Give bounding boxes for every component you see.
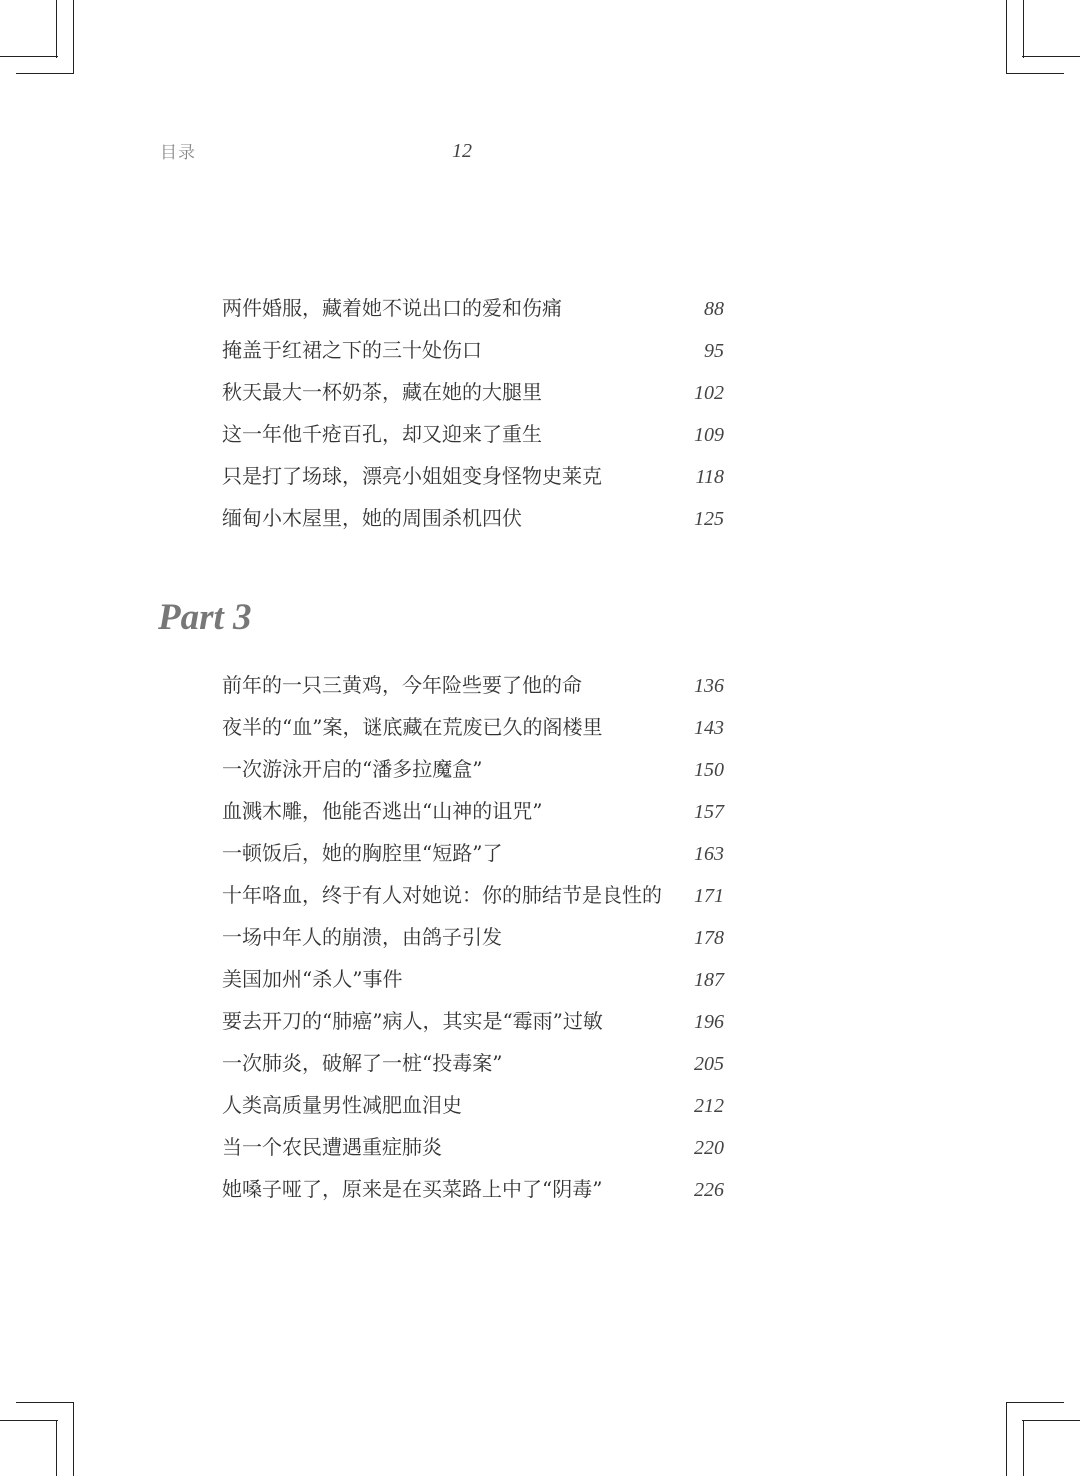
toc-entry[interactable]: [222, 713, 724, 755]
toc-entry-title: 要去开刀的“肺癌”病人，其实是“霉雨”过敏: [222, 1009, 603, 1033]
toc-entry-page: 136: [694, 675, 724, 697]
toc-entry-page: 143: [694, 717, 724, 739]
toc-entry-page: 102: [694, 382, 724, 404]
toc-entry-title: 这一年他千疮百孔，却又迎来了重生: [222, 422, 542, 446]
toc-entry[interactable]: [222, 1007, 724, 1049]
toc-list-part3: [222, 671, 724, 1217]
toc-entry[interactable]: [222, 504, 724, 546]
toc-entry[interactable]: [222, 378, 724, 420]
toc-entry-page: 118: [695, 466, 724, 488]
toc-entry-title: 一次肺炎，破解了一桩“投毒案”: [222, 1051, 503, 1075]
toc-entry-page: 205: [694, 1053, 724, 1075]
toc-entry-page: 178: [694, 927, 724, 949]
toc-entry-page: 88: [704, 298, 724, 320]
toc-entry-title: 前年的一只三黄鸡，今年险些要了他的命: [222, 673, 582, 697]
toc-entry-title: 夜半的“血”案，谜底藏在荒废已久的阁楼里: [222, 715, 603, 739]
toc-entry[interactable]: [222, 1091, 724, 1133]
toc-entry-page: 150: [694, 759, 724, 781]
part-heading: Part 3: [158, 597, 252, 638]
toc-entry[interactable]: [222, 671, 724, 713]
toc-entry[interactable]: [222, 797, 724, 839]
toc-entry[interactable]: [222, 1049, 724, 1091]
toc-entry-page: 109: [694, 424, 724, 446]
toc-entry-title: 一顿饭后，她的胸腔里“短路”了: [222, 841, 503, 865]
toc-entry-page: 187: [694, 969, 724, 991]
toc-entry-title: 人类高质量男性减肥血泪史: [222, 1093, 462, 1117]
toc-entry[interactable]: [222, 839, 724, 881]
toc-entry-title: 美国加州“杀人”事件: [222, 967, 403, 991]
toc-entry-title: 两件婚服，藏着她不说出口的爱和伤痛: [222, 296, 562, 320]
toc-entry-page: 95: [704, 340, 724, 362]
toc-entry[interactable]: [222, 462, 724, 504]
running-header: 目录: [160, 143, 196, 163]
toc-entry-title: 当一个农民遭遇重症肺炎: [222, 1135, 442, 1159]
toc-entry-title: 十年咯血，终于有人对她说：你的肺结节是良性的: [222, 883, 662, 907]
toc-entry[interactable]: [222, 881, 724, 923]
toc-entry-page: 125: [694, 508, 724, 530]
toc-entry-title: 一场中年人的崩溃，由鸽子引发: [222, 925, 502, 949]
toc-entry-page: 157: [694, 801, 724, 823]
toc-entry-title: 秋天最大一杯奶茶，藏在她的大腿里: [222, 380, 542, 404]
toc-entry-page: 220: [694, 1137, 724, 1159]
toc-list-part2: [222, 294, 724, 546]
toc-entry-title: 缅甸小木屋里，她的周围杀机四伏: [222, 506, 522, 530]
page-number: 12: [452, 140, 472, 162]
toc-entry[interactable]: [222, 336, 724, 378]
toc-entry-title: 只是打了场球，漂亮小姐姐变身怪物史莱克: [222, 464, 602, 488]
toc-entry[interactable]: [222, 965, 724, 1007]
toc-entry-title: 掩盖于红裙之下的三十处伤口: [222, 338, 482, 362]
toc-entry[interactable]: [222, 755, 724, 797]
toc-entry-page: 163: [694, 843, 724, 865]
toc-entry[interactable]: [222, 294, 724, 336]
toc-entry-page: 171: [694, 885, 724, 907]
toc-entry-page: 196: [694, 1011, 724, 1033]
toc-entry[interactable]: [222, 420, 724, 462]
toc-entry[interactable]: [222, 923, 724, 965]
toc-entry[interactable]: [222, 1175, 724, 1217]
toc-entry-page: 212: [694, 1095, 724, 1117]
toc-entry-title: 血溅木雕，他能否逃出“山神的诅咒”: [222, 799, 543, 823]
toc-entry-title: 她嗓子哑了，原来是在买菜路上中了“阴毒”: [222, 1177, 603, 1201]
toc-entry-page: 226: [694, 1179, 724, 1201]
toc-entry[interactable]: [222, 1133, 724, 1175]
toc-entry-title: 一次游泳开启的“潘多拉魔盒”: [222, 757, 483, 781]
